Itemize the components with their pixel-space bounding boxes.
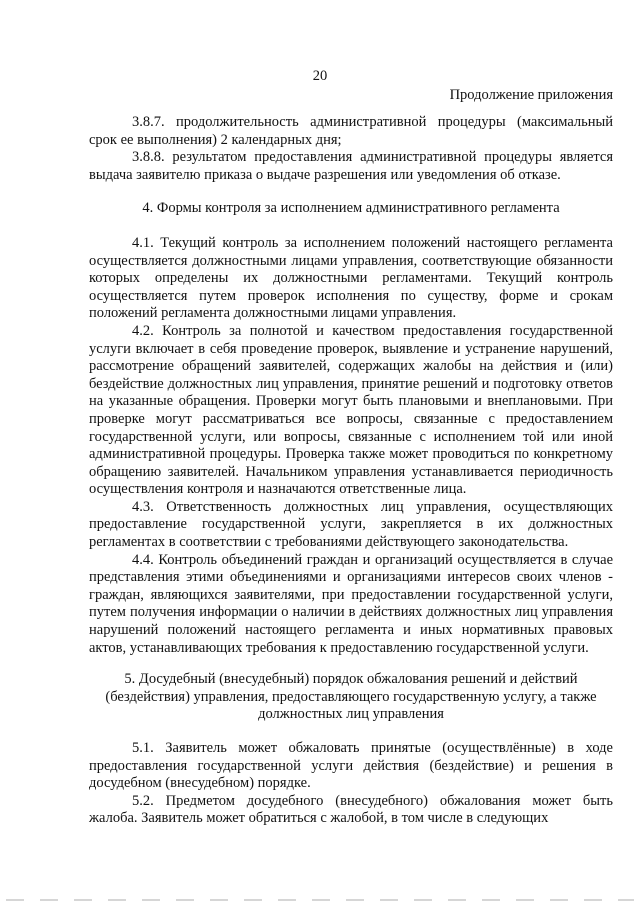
section-5-heading-line-2: (бездействия) управления, предоставляющего государственную услугу, а также xyxy=(105,688,597,705)
document-body xyxy=(89,114,613,828)
paragraph-4-4: 4.4. Контроль объединений граждан и организаций осуществляется в случае представления этими объединениями и организациями интересов своих членов - граждан, являющихся заявителями, при предоставлении государственной услуги, путем получения информации о наличии в действиях должностных лиц управления нарушений положений настоящего регламента и иных нормативных правовых актов, устанавливающих требования к предоставлению государственной услуги. xyxy=(89,551,613,656)
paragraph-5-2: 5.2. Предметом досудебного (внесудебного) обжалования может быть жалоба. Заявитель может обратиться с жалобой, в том числе в следующих xyxy=(89,792,613,827)
paragraph-4-1: 4.1. Текущий контроль за исполнением положений настоящего регламента осуществляется должностными лицами управления, соответствующие обязанности которых определены их должностными регламентами. Текущий контроль осуществляется путем проверок исполнения по существу, форме и срокам положений регламента должностными лицами управления. xyxy=(89,234,613,322)
section-5-heading xyxy=(89,671,613,724)
paragraph-5-1: 5.1. Заявитель может обжаловать принятые (осуществлённые) в ходе предоставления государственной услуги действия (бездействие) и решения в досудебном (внесудебном) порядке. xyxy=(89,740,613,792)
section-5-heading-line-1: 5. Досудебный (внесудебный) порядок обжалования решений и действий xyxy=(124,671,578,688)
continuation-label: Продолжение приложения xyxy=(449,87,613,103)
section-5-heading-line-3: должностных лиц управления xyxy=(258,706,444,723)
paragraph-3-8-7: 3.8.7. продолжительность административной процедуры (максимальный срок ее выполнения) 2 календарных дня; xyxy=(89,114,613,148)
page-number: 20 xyxy=(312,68,328,84)
paragraph-3-8-8: 3.8.8. результатом предоставления административной процедуры является выдача заявителю приказа о выдаче разрешения или уведомления об отказе. xyxy=(89,149,613,183)
paragraph-4-3: 4.3. Ответственность должностных лиц управления, осуществляющих предоставление государственной услуги, закрепляется в их должностных регламентах в соответствии с требованиями действующего законодательства. xyxy=(89,498,613,551)
scan-edge-artifact xyxy=(6,899,634,901)
section-4-heading: 4. Формы контроля за исполнением административного регламента xyxy=(142,200,560,217)
paragraph-4-2: 4.2. Контроль за полнотой и качеством предоставления государственной услуги включает в себя проведение проверок, выявление и устранение нарушений, рассмотрение обращений заявителей, содержащих жалобы на действия и (или) бездействие должностных лиц управления, принятие решений и подготовку ответов на указанные обращения. Проверки могут быть плановыми и внеплановыми. При проверке могут рассматриваться все вопросы, связанные с предоставлением государственной услуги, или вопросы, связанные с исполнением той или иной административной процедуры. Проверка также может проводиться по конкретному обращению заявителей. Начальником управления устанавливается периодичность осуществления контроля и назначаются ответственные лица. xyxy=(89,322,613,498)
